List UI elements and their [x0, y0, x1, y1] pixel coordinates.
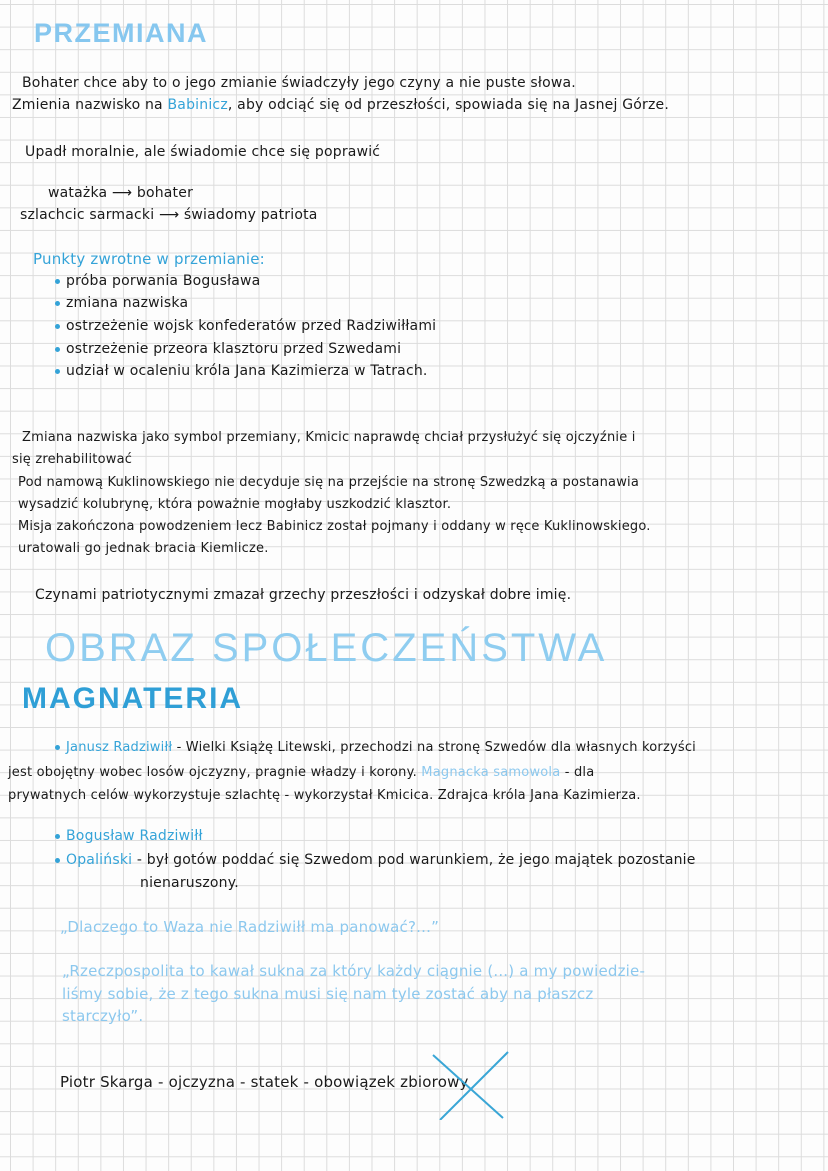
text-line: Bohater chce aby to o jego zmianie świadczyły jego czyny a nie puste słowa. — [22, 75, 576, 91]
text-line: Pod namową Kuklinowskiego nie decyduje się na przejście na stronę Szwedzką a postanawia — [18, 475, 640, 490]
text-line: Upadł moralnie, ale świadomie chce się poprawić — [25, 144, 381, 160]
text-line: nienaruszony. — [140, 875, 239, 891]
turning-points-heading: Punkty zwrotne w przemianie: — [33, 250, 265, 268]
bullet-icon — [55, 301, 60, 306]
bullet-icon — [55, 324, 60, 329]
text-line: się zrehabilitować — [12, 452, 133, 467]
transformation-arrow: watażka ⟶ bohater — [48, 185, 194, 201]
text-line: wysadzić kolubrynę, która poważnie mogłaby uszkodzić klasztor. — [18, 497, 452, 512]
text-fragment: , aby odciąć się od przeszłości, spowiada się na Jasnej Górze. — [227, 97, 670, 113]
highlight-term: Magnacka samowola — [421, 765, 561, 780]
text-fragment: - był gotów poddać się Szwedom pod warunkiem, że jego majątek pozostanie — [132, 852, 696, 868]
list-item-text: ostrzeżenie wojsk konfederatów przed Radziwiłłami — [66, 318, 437, 334]
bullet-icon — [55, 834, 60, 839]
text-line: prywatnych celów wykorzystuje szlachtę - wykorzystał Kmicica. Zdrajca króla Jana Kazimierza. — [8, 788, 641, 803]
list-item — [55, 317, 436, 335]
highlight-name: Babinicz — [167, 97, 228, 113]
text-line — [12, 96, 669, 114]
list-item — [55, 362, 428, 380]
section-title-przemiana: PRZEMIANA — [34, 18, 208, 48]
subsection-title-magnateria: MAGNATERIA — [22, 682, 244, 715]
quote-line: starczyło”. — [62, 1007, 144, 1025]
list-item-text: próba porwania Bogusława — [66, 273, 261, 289]
text-fragment: Zmienia nazwisko na — [12, 97, 163, 113]
list-item — [55, 272, 260, 290]
transformation-arrow: szlachcic sarmacki ⟶ świadomy patriota — [20, 207, 318, 223]
text-line: Piotr Skarga - ojczyzna - statek - obowiązek zbiorowy — [60, 1073, 469, 1091]
text-line: Czynami patriotycznymi zmazał grzechy przeszłości i odzyskał dobre imię. — [35, 587, 572, 603]
section-title-obraz-spoleczenstwa: OBRAZ SPOŁECZEŃSTWA — [45, 626, 608, 670]
text-fragment: - dla — [560, 765, 595, 780]
text-line: uratowali go jednak bracia Kiemlicze. — [18, 541, 269, 556]
person-name: Bogusław Radziwiłł — [66, 828, 203, 844]
list-item-text: udział w ocaleniu króla Jana Kazimierza w Tatrach. — [66, 363, 428, 379]
list-item — [55, 294, 188, 312]
list-item — [55, 340, 401, 358]
text-fragment: jest obojętny wobec losów ojczyzny, pragnie władzy i korony. — [8, 765, 417, 780]
list-item-text: zmiana nazwiska — [66, 295, 189, 311]
list-item-text: ostrzeżenie przeora klasztoru przed Szwedami — [66, 341, 402, 357]
quote: „Dlaczego to Waza nie Radziwiłł ma panować?...” — [60, 918, 440, 936]
bullet-icon — [55, 858, 60, 863]
text-line: Zmiana nazwiska jako symbol przemiany, Kmicic naprawdę chciał przysłużyć się ojczyźnie i — [22, 430, 636, 445]
text-line: Misja zakończona powodzeniem lecz Babinicz został pojmany i oddany w ręce Kuklinowskiego. — [18, 519, 651, 534]
text-fragment: - Wielki Książę Litewski, przechodzi na stronę Szwedów dla własnych korzyści — [172, 740, 696, 755]
quote-line: „Rzeczpospolita to kawał sukna za który każdy ciągnie (...) a my powiedzie- — [62, 962, 646, 980]
bullet-icon — [55, 347, 60, 352]
person-name: Opaliński — [66, 852, 133, 868]
quote-line: liśmy sobie, że z tego sukna musi się nam tyle zostać aby na płaszcz — [62, 985, 594, 1003]
bullet-icon — [55, 745, 60, 750]
bullet-icon — [55, 279, 60, 284]
text-line — [55, 739, 696, 757]
person-name: Janusz Radziwiłł — [66, 740, 173, 755]
bullet-icon — [55, 369, 60, 374]
list-item — [55, 827, 203, 845]
text-line — [8, 764, 594, 782]
cross-out-mark-icon — [428, 1050, 513, 1120]
list-item — [55, 851, 696, 869]
